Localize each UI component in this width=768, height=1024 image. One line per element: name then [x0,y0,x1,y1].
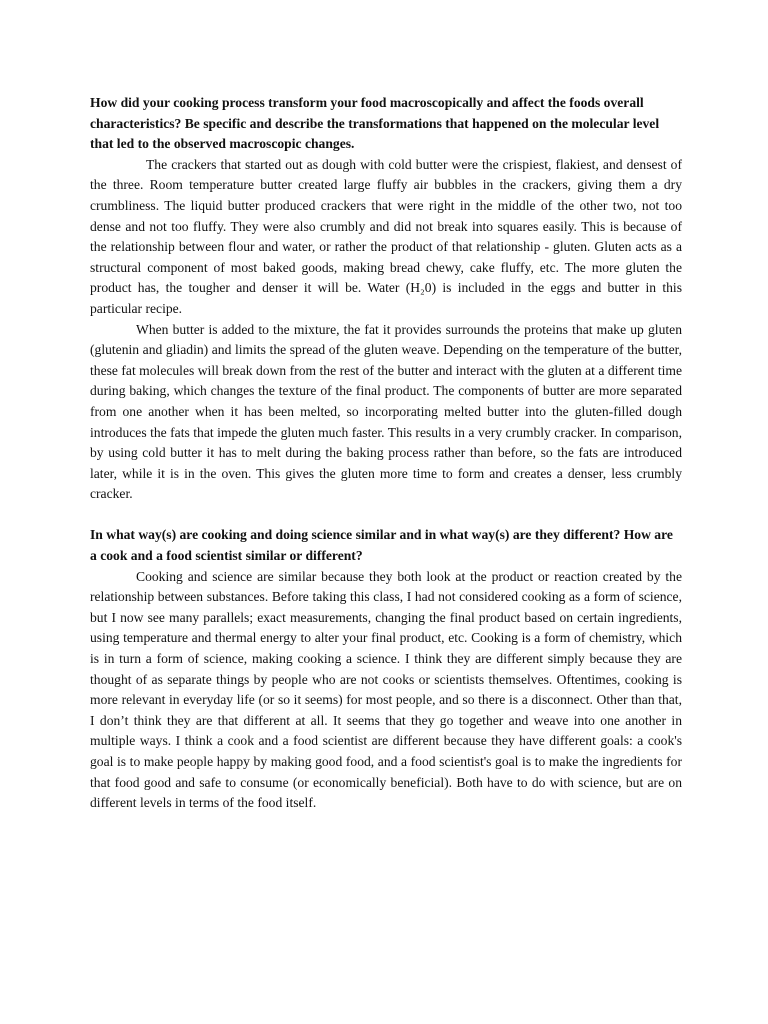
question-2: In what way(s) are cooking and doing science similar and in what way(s) are they different? How are a cook and a food scientist similar or different? [90,527,673,564]
section-spacer [90,505,682,526]
answer-1-paragraph-2: When butter is added to the mixture, the fat it provides surrounds the proteins that make up gluten (glutenin and gliadin) and limits the spread of the gluten weave. Depending on the temperature of the butter, these fat molecules will break down from the rest of the butter and interact with the gluten at a different time during baking, which changes the texture of the final product. The components of butter are more separated from one another when it has been melted, so incorporating melted butter into the gluten-filled dough introduces the fats that impede the gluten much faster. This results in a very crumbly cracker. In comparison, by using cold butter it has to melt during the baking process rather than before, so the fats are introduced later, while it is in the oven. This gives the gluten more time to form and creates a denser, less crumbly cracker. [90,321,682,502]
answer-2-paragraph-1: Cooking and science are similar because they both look at the product or reaction created by the relationship between substances. Before taking this class, I had not considered cooking as a form of science, but I now see many parallels; exact measurements, changing the final product based on certain ingredients, using temperature and thermal energy to alter your final product, etc. Cooking is a form of chemistry, which is in turn a form of science, making cooking a science. I think they are different simply because they are thought of as separate things by people who are not cooks or scientists themselves. Oftentimes, cooking is more relevant in everyday life (or so it seems) for most people, and so there is a disconnect. Other than that, I don’t think they are that different at all. It seems that they go together and weave into one another in multiple ways. I think a cook and a food scientist are different because they have different goals: a cook's goal is to make people happy by making good food, and a food scientist's goal is to make the ingredients for that food good and safe to consume (or economically beneficial). Both have to do with science, but are on different levels in terms of the food itself. [90,568,682,811]
question-1: How did your cooking process transform your food macroscopically and affect the foods overall characteristics? Be specific and describe the transformations that happened on the molecular level that led to the observed macroscopic changes. [90,95,660,152]
answer-1-paragraph-1: The crackers that started out as dough with cold butter were the crispiest, flakiest, and densest of the three. Room temperature butter created large fluffy air bubbles in the crackers, giving them a dry crumbliness. The liquid butter produced crackers that were right in the middle of the other two, not too dense and not too fluffy. They were also crumbly and did not break into squares easily. This is because of the relationship between flour and water, or rather the product of that relationship - gluten. Gluten acts as a structural component of most baked goods, making bread chewy, cake fluffy, etc. The more gluten the product has, the tougher and denser it will be. Water (H₂0) is included in the eggs and butter in this particular recipe. [90,156,682,316]
document-page [90,93,682,814]
